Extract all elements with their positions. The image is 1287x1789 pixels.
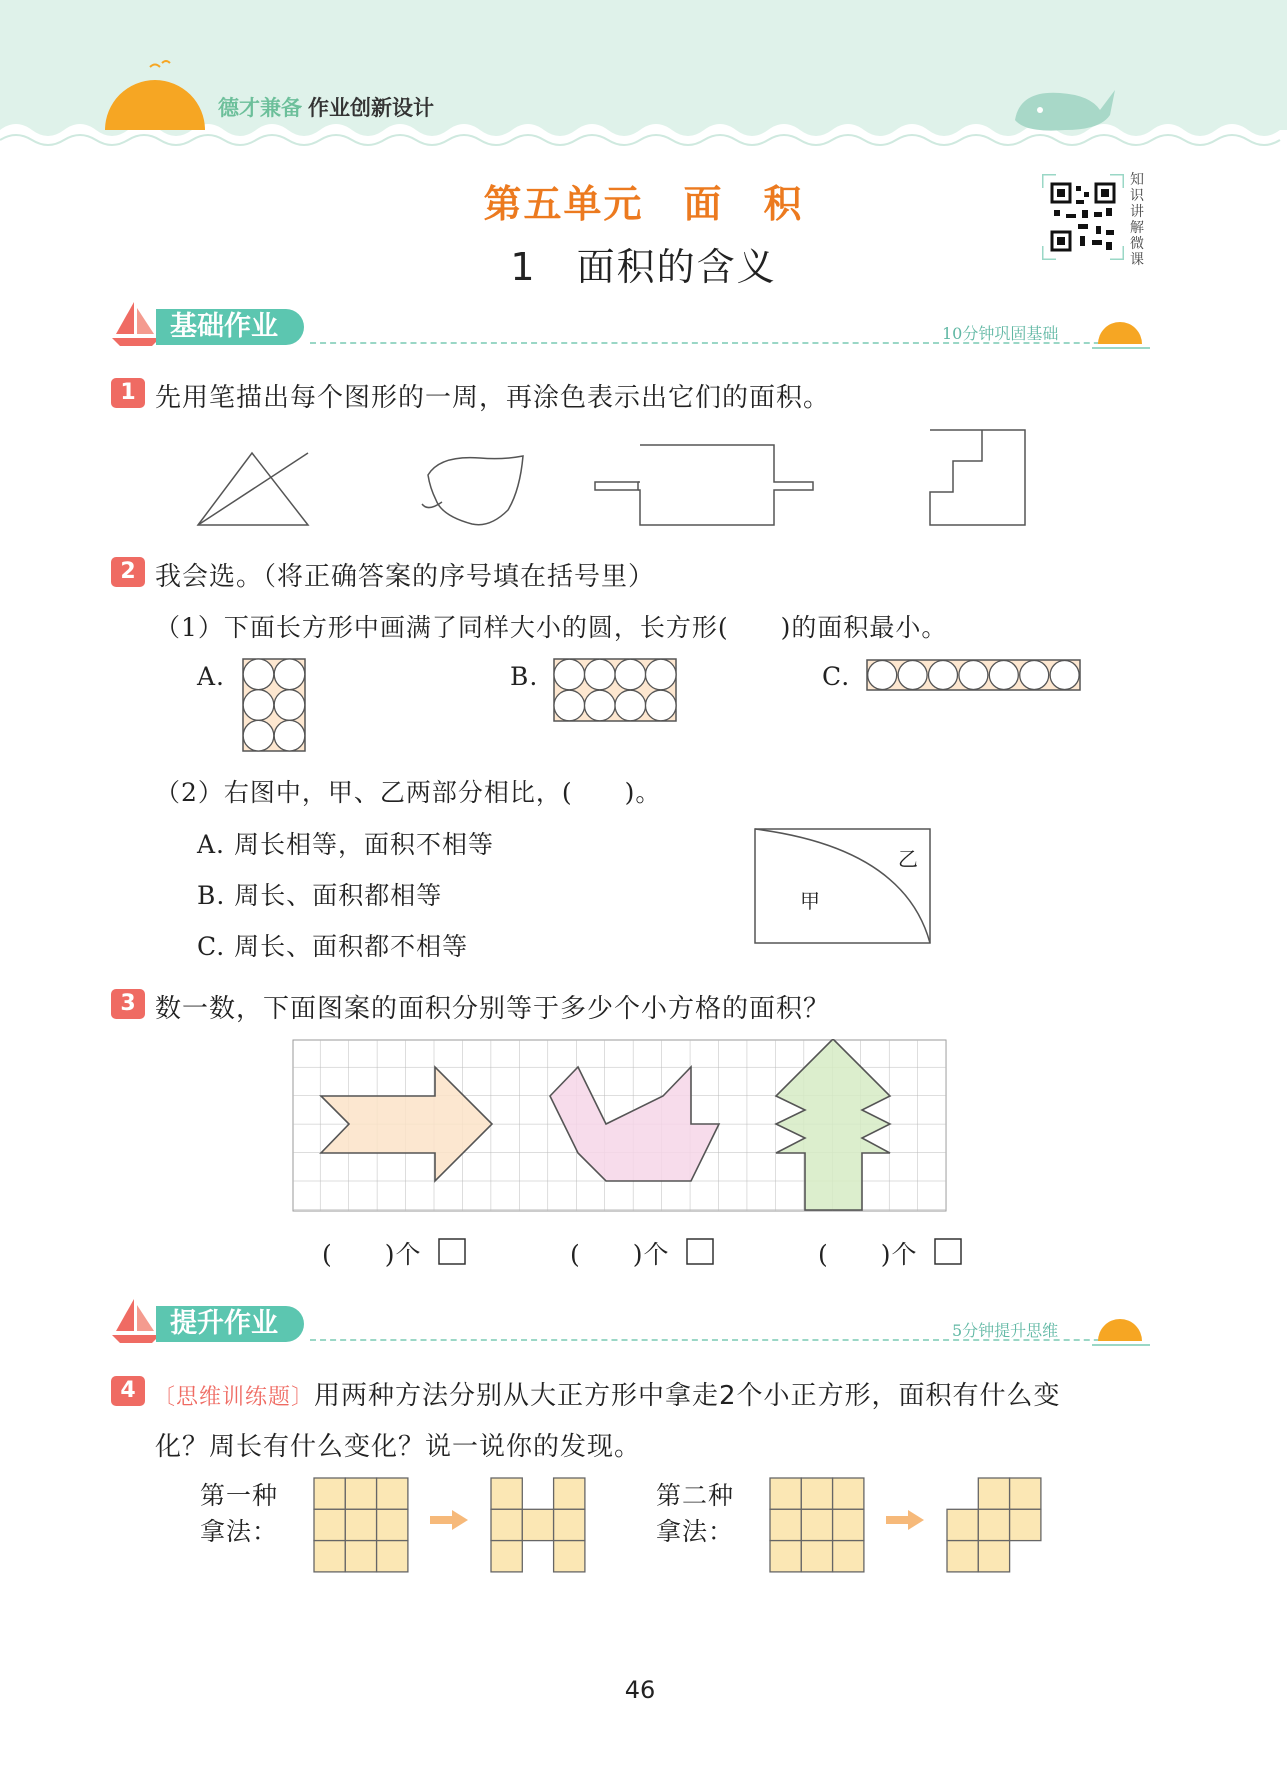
label-jia: 甲 [800,889,821,913]
circles-rect-a [242,658,308,754]
brand [218,92,434,122]
brand-series: 作业创新设计 [308,96,434,120]
staircase-shape [930,430,1025,525]
method1-result-grid [490,1477,588,1575]
arrow-right-icon [884,1508,926,1532]
q4-number: 4 [111,1376,145,1406]
section-label-basic: 基础作业 [156,309,304,345]
brand-name: 德才兼备 [218,96,302,120]
method1-start-grid [313,1477,411,1575]
unit-square-icon [934,1238,964,1266]
q4-line1 [153,1375,1061,1412]
q1-shapes [190,420,1040,535]
lesson-title: 1 面积的含义 [510,245,777,289]
q2-text: 我会选。（将正确答案的序号填在括号里） [155,562,656,592]
q3-answer-2[interactable]: ( )个 [570,1240,670,1269]
method2-start-grid [769,1477,867,1575]
q2-part2-option-b: B. 周长、面积都相等 [197,881,443,910]
triangle-shape [198,453,308,525]
q2-option-b: B. [510,662,539,691]
method1-label-line1: 第一种 [200,1481,279,1510]
qr-code-icon[interactable] [1042,174,1124,260]
circles-rect-b [553,658,679,724]
label-yi: 乙 [898,847,919,871]
circles-rect-c [866,659,1082,693]
sun-small-icon [1092,1309,1150,1353]
q2-number: 2 [111,557,145,587]
method2-label-line1: 第二种 [656,1481,735,1510]
section-hint-advanced: 5分钟提升思维 [952,1321,1059,1340]
whale-icon [1010,75,1120,135]
sailboat-icon [112,1297,160,1345]
q2-part2-option-c: C. 周长、面积都不相等 [197,932,469,961]
unit-square-icon [438,1238,468,1266]
unit-square-icon [686,1238,716,1266]
cross-rect-shape [638,445,813,525]
q2-option-a: A. [197,662,226,691]
q3-answer-3[interactable]: ( )个 [818,1240,918,1269]
q2-option-c: C. [822,662,851,691]
q3-number: 3 [111,989,145,1019]
q1-text: 先用笔描出每个图形的一周，再涂色表示出它们的面积。 [155,383,831,413]
section-label-advanced: 提升作业 [156,1306,304,1342]
page-number: 46 [624,1676,656,1704]
sun-small-icon [1092,312,1150,356]
section-hint-basic: 10分钟巩固基础 [942,324,1059,343]
sun-icon [100,55,210,130]
q2-part2-option-a: A. 周长相等，面积不相等 [197,830,494,859]
q1-number: 1 [111,378,145,408]
q4-text-line1: 用两种方法分别从大正方形中拿走2个小正方形，面积有什么变 [314,1381,1061,1411]
method2-result-grid [946,1477,1044,1575]
arrow-right-icon [428,1508,470,1532]
method1-label-line2: 拿法： [200,1517,279,1546]
qr-label: 知识讲解微课 [1130,172,1144,268]
unit-title: 第五单元 面 积 [483,182,804,226]
q2-part2-text: （2）右图中，甲、乙两部分相比，( )。 [155,778,662,807]
q3-answer-1[interactable]: ( )个 [322,1240,422,1269]
leaf-shape [422,456,523,525]
sailboat-icon [112,300,160,348]
q4-tag: 〔思维训练题〕 [153,1385,315,1410]
q4-text-line2: 化？周长有什么变化？说一说你的发现。 [155,1432,642,1462]
q3-grid [292,1039,950,1214]
q2-part1-text: （1）下面长方形中画满了同样大小的圆，长方形( )的面积最小。 [155,613,948,642]
method2-label-line2: 拿法： [656,1517,735,1546]
q3-text: 数一数，下面图案的面积分别等于多少个小方格的面积？ [155,994,831,1024]
